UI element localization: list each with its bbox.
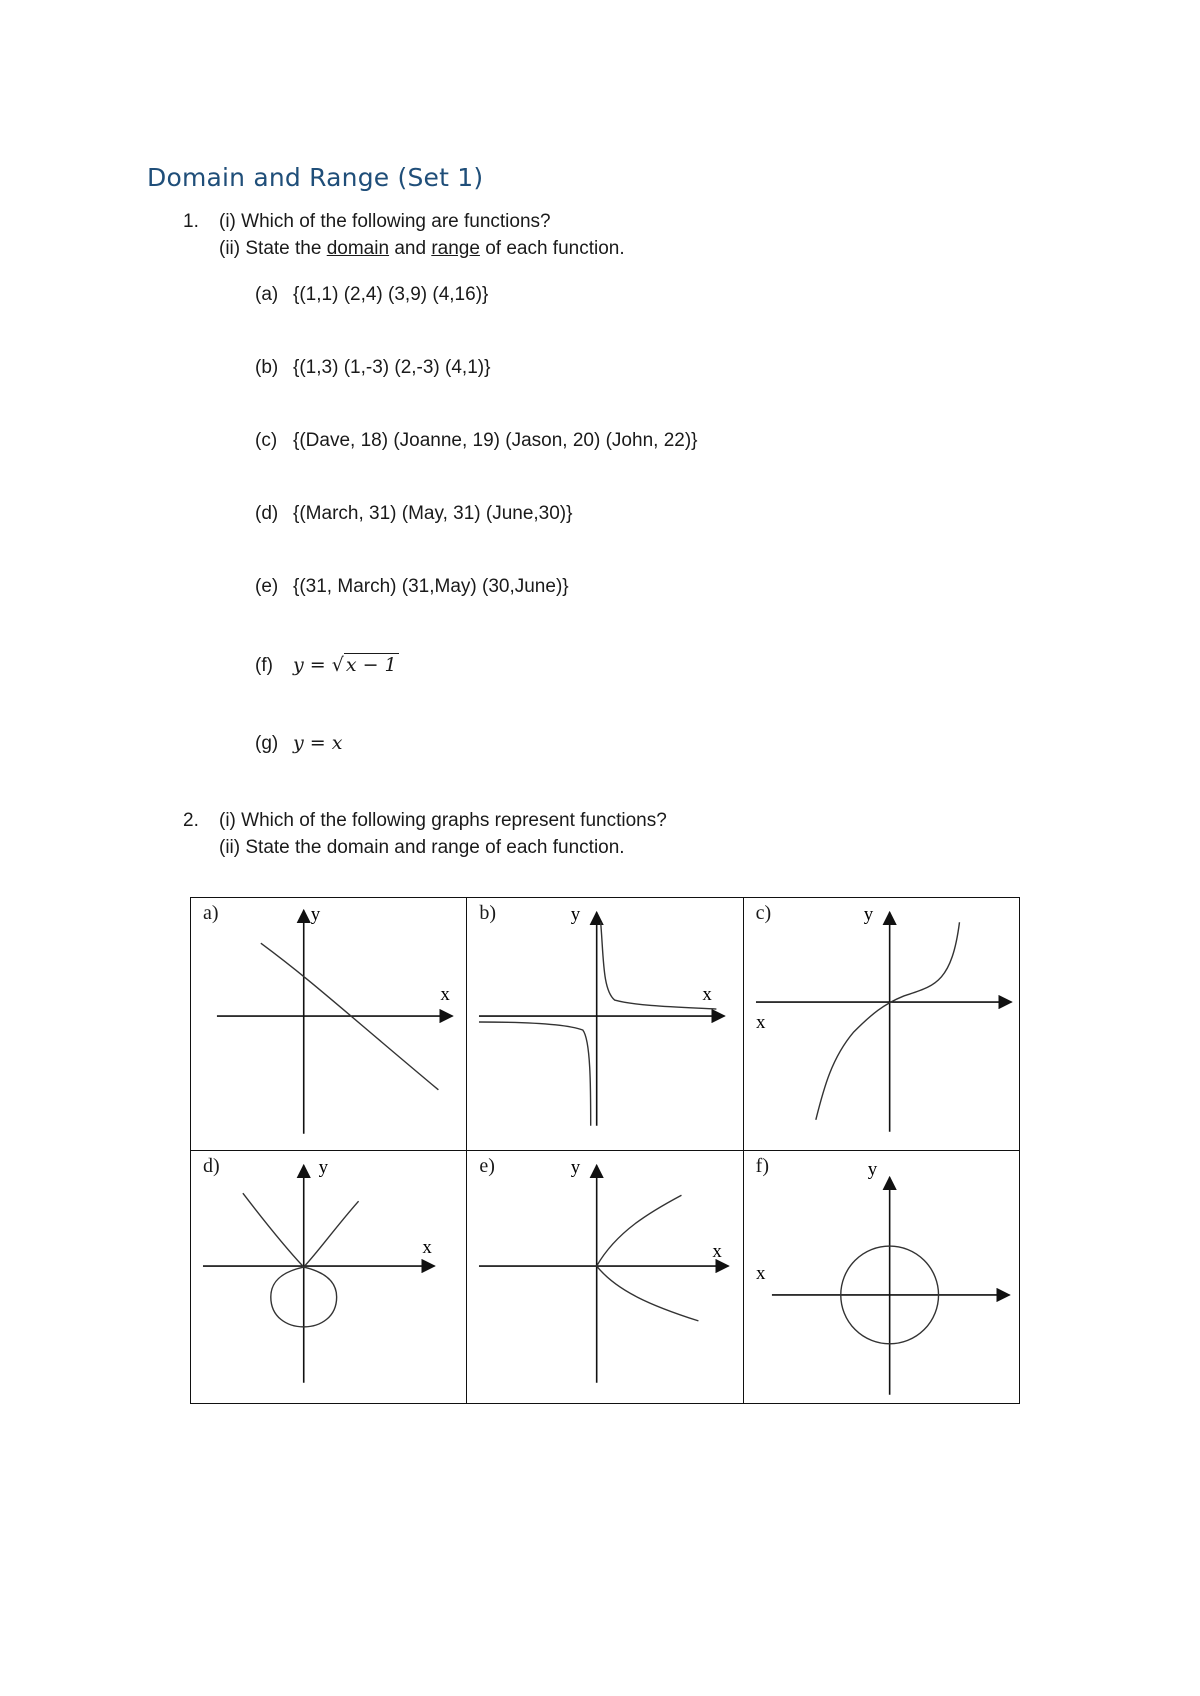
domain-word: domain — [326, 238, 390, 259]
item-label: (b) — [255, 357, 279, 378]
item-label: (e) — [255, 576, 279, 597]
graph-label: f) — [755, 1155, 769, 1177]
equals-sign: = — [303, 654, 332, 676]
graph-label: c) — [755, 902, 772, 924]
item-g — [255, 732, 342, 755]
line-2-text: and — [389, 238, 432, 259]
question-1-line-2 — [219, 238, 625, 260]
item-text: {(1,1) (2,4) (3,9) (4,16)} — [293, 284, 489, 305]
hyperbola-upper-branch — [601, 922, 717, 1009]
graph-cell-f — [743, 1151, 1019, 1404]
item-label: (g) — [255, 733, 279, 754]
sideways-parabola — [597, 1195, 699, 1321]
equation-lhs: y — [293, 732, 304, 754]
graph-cell-b — [467, 898, 743, 1151]
x-axis-label: x — [712, 1241, 723, 1263]
graph-cell-d — [191, 1151, 467, 1404]
y-axis-label: y — [863, 904, 873, 926]
y-axis-label: y — [571, 904, 581, 926]
equation-lhs: y — [293, 654, 304, 676]
graph-label: d) — [203, 1155, 220, 1177]
question-1-line-1: (i) Which of the following are functions? — [219, 211, 551, 232]
equation-f — [293, 654, 399, 676]
y-axis-label: y — [571, 1157, 581, 1179]
range-word: range — [431, 238, 480, 259]
radicand: x − 1 — [345, 654, 397, 676]
equals-sign: = — [303, 732, 332, 754]
question-2-line-2: (ii) State the domain and range of each function. — [219, 837, 625, 858]
square-root — [332, 654, 399, 676]
item-text: {(Dave, 18) (Joanne, 19) (Jason, 20) (John, 22)} — [293, 430, 698, 451]
crossing-branches — [243, 1193, 359, 1267]
item-a — [255, 284, 488, 306]
graph-f — [744, 1151, 1019, 1403]
equation-g — [293, 732, 342, 754]
x-axis-label: x — [422, 1237, 432, 1259]
graphs-table — [190, 897, 1020, 1404]
y-axis-label: y — [867, 1159, 877, 1181]
question-2-number: 2. — [183, 810, 199, 831]
item-f — [255, 654, 399, 677]
graph-label: b) — [479, 902, 496, 924]
item-c — [255, 430, 698, 452]
radical-sign-icon: √ — [331, 654, 344, 676]
item-label: (d) — [255, 503, 279, 524]
item-e — [255, 576, 569, 598]
item-label: (f) — [255, 655, 273, 676]
item-label: (a) — [255, 284, 279, 305]
item-b — [255, 357, 490, 379]
graph-label: e) — [479, 1155, 495, 1177]
x-axis-label: x — [755, 1262, 766, 1284]
cubic-curve — [815, 922, 959, 1120]
line-2-text: (ii) State the — [219, 238, 327, 259]
graph-cell-a — [191, 898, 467, 1151]
item-d — [255, 503, 572, 525]
x-axis-label: x — [702, 984, 713, 1006]
x-axis-label: x — [755, 1011, 766, 1033]
graph-cell-c — [743, 898, 1019, 1151]
graph-b — [467, 898, 742, 1150]
item-text: {(31, March) (31,May) (30,June)} — [293, 576, 569, 597]
item-text: {(March, 31) (May, 31) (June,30)} — [293, 503, 573, 524]
line-2-text: of each function. — [479, 238, 625, 259]
graph-e — [467, 1151, 742, 1403]
graph-label: a) — [203, 902, 219, 924]
graph-a — [191, 898, 466, 1150]
equation-rhs: x — [331, 732, 343, 754]
graph-cell-e — [467, 1151, 743, 1404]
page-title: Domain and Range (Set 1) — [147, 163, 484, 192]
y-axis-label: y — [310, 904, 321, 926]
y-axis-label: y — [318, 1157, 329, 1179]
item-label: (c) — [255, 430, 278, 451]
hyperbola-lower-branch — [479, 1022, 591, 1126]
question-2-line-1: (i) Which of the following graphs represent functions? — [219, 810, 667, 831]
item-text: {(1,3) (1,-3) (2,-3) (4,1)} — [293, 357, 491, 378]
question-1-number: 1. — [183, 211, 199, 232]
x-axis-label: x — [440, 984, 450, 1006]
graph-d — [191, 1151, 466, 1403]
graph-c — [744, 898, 1019, 1150]
